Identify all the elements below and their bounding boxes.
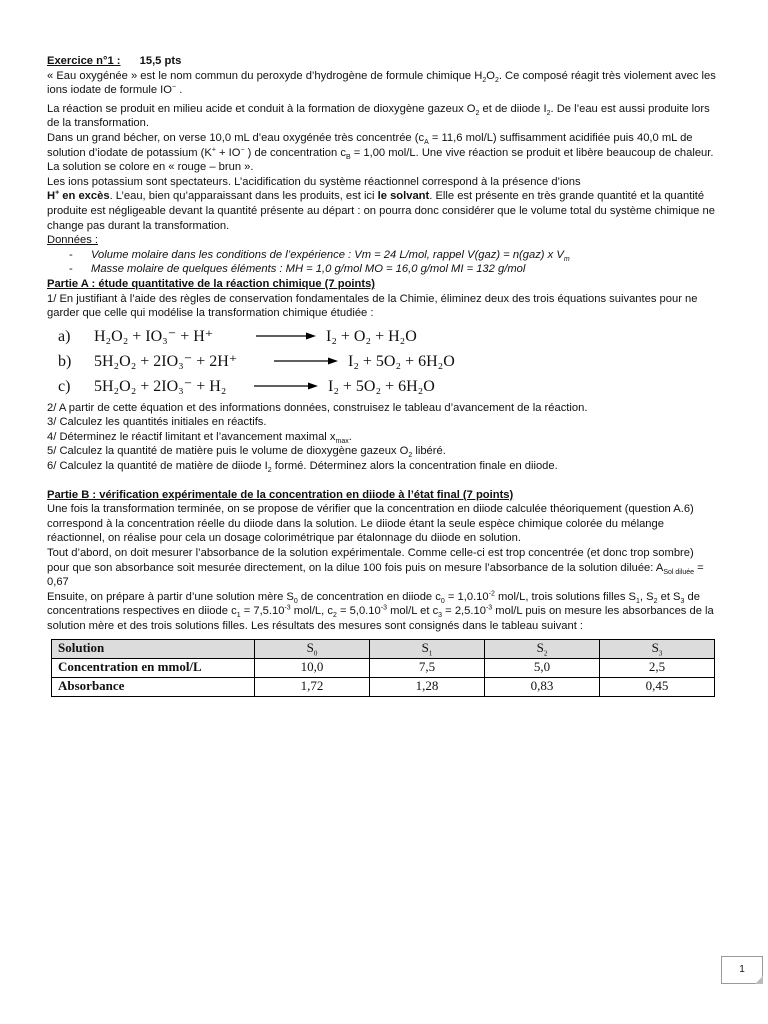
part-b-paragraph-2: Tout d’abord, on doit mesurer l’absorbance de la solution expérimentale. Comme celle-ci est trop concentrée (et donc trop sombre) pour que son absorbance soit mesurée directement, on la dilue 100 fois puis on mesure l’absorbance de la solution diluée: $A_{Sol diluée} = 0,67$ bbox=[47, 547, 704, 589]
page-number: 1 bbox=[721, 956, 763, 984]
reaction-arrow-icon bbox=[254, 381, 318, 391]
table-cell: 0,45 bbox=[600, 677, 715, 696]
exercise-points: 15,5 pts bbox=[139, 55, 182, 67]
equation-b: b) 5H₂O₂ + 2IO₃⁻ + 2H⁺ I₂ + 5O₂ + 6H₂O bbox=[58, 352, 455, 370]
exercise-title-text: Exercice n°1 : bbox=[47, 55, 121, 67]
table-row bbox=[52, 658, 715, 677]
donnees-heading: Données : bbox=[47, 234, 98, 247]
table-row bbox=[52, 677, 715, 696]
table-header-cell: $S_3$ bbox=[600, 639, 715, 658]
table-cell: Absorbance bbox=[52, 677, 255, 696]
question-4: 4/ Déterminez le réactif limitant et l’avancement maximal $x_{max}$. bbox=[47, 430, 352, 446]
table-cell: 10,0 bbox=[255, 658, 370, 677]
question-6: 6/ Calculez la quantité de matière de diiode $I_2$ formé. Déterminez alors la concentration finale en diiode. bbox=[47, 460, 558, 475]
question-3: 3/ Calculez les quantités initiales en réactifs. bbox=[47, 416, 267, 429]
table-cell: 5,0 bbox=[485, 658, 600, 677]
table-header-cell: $S_0$ bbox=[255, 639, 370, 658]
exercise-title bbox=[47, 54, 719, 69]
intro-paragraph-3: Dans un grand bécher, on verse 10,0 mL d’eau oxygénée très concentrée ($c_A = 11,6$ mol/L) suffisamment acidifiée puis 40,0 mL de solution d’iodate de potassium (K+ + IO− ) de concentration $c_B = 1,00$ mol/L. Une vive réaction se produit et libère beaucoup de chaleur. La solution se colore en « rouge – brun ». bbox=[47, 131, 714, 174]
equation-a: a) H₂O₂ + IO₃⁻ + H⁺ I₂ + O₂ + H₂O bbox=[58, 327, 417, 345]
intro-paragraph-2: La réaction se produit en milieu acide et conduit à la formation de dioxygène gazeux $O_2$ et de diiode $I_2$. De l’eau est aussi produite lors de la transformation. bbox=[47, 102, 710, 130]
table-cell: 7,5 bbox=[370, 658, 485, 677]
results-table bbox=[51, 639, 715, 697]
table-cell: 1,72 bbox=[255, 677, 370, 696]
intro-paragraph-1: « Eau oxygénée » est le nom commun du peroxyde d’hydrogène de formule chimique $H_2O_2$. Ce composé réagit très violement avec les ions iodate de formule IO− . bbox=[47, 69, 716, 97]
table-header-cell: Solution bbox=[52, 639, 255, 658]
reaction-arrow-icon bbox=[274, 356, 338, 366]
question-1: 1/ En justifiant à l’aide des règles de conservation fondamentales de la Chimie, éliminez deux des trois équations suivantes pour ne garder que celle qui modélise la transformation chimique étudiée : bbox=[47, 292, 698, 320]
table-cell: Concentration en mmol/L bbox=[52, 658, 255, 677]
table-cell: 2,5 bbox=[600, 658, 715, 677]
table-cell: 0,83 bbox=[485, 677, 600, 696]
list-item: - Volume molaire dans les conditions de l’expérience : Vm = 24 L/mol, rappel V(gaz) = n(gaz) x $V_m$ bbox=[47, 248, 719, 263]
part-b-heading: Partie B : vérification expérimentale de la concentration en diiode à l’état final (7 points) bbox=[47, 488, 514, 501]
list-item: - Masse molaire de quelques éléments : MH = 1,0 g/mol MO = 16,0 g/mol MI = 132 g/mol bbox=[47, 262, 719, 277]
question-2: 2/ A partir de cette équation et des informations données, construisez le tableau d’avancement de la réaction. bbox=[47, 401, 588, 414]
intro-paragraph-5: H+ en excès. L’eau, bien qu’apparaissant dans les produits, est ici le solvant. Elle est présente en très grande quantité et la quantité produite est négligeable devant la quantité présente au départ : on pourra donc considérer que le volume total du système chimique ne change pas durant la transformation. bbox=[47, 189, 715, 232]
exercise-content bbox=[47, 54, 719, 697]
table-header-row bbox=[52, 639, 715, 658]
table-header-cell: $S_1$ bbox=[370, 639, 485, 658]
equation-c: c) 5H₂O₂ + 2IO₃⁻ + H₂ I₂ + 5O₂ + 6H₂O bbox=[58, 377, 435, 395]
table-header-cell: $S_2$ bbox=[485, 639, 600, 658]
reaction-arrow-icon bbox=[256, 331, 316, 341]
donnees-list bbox=[47, 248, 719, 277]
table-cell: 1,28 bbox=[370, 677, 485, 696]
part-b-paragraph-1: Une fois la transformation terminée, on se propose de vérifier que la concentration en diiode calculée théoriquement (question A.6) correspond à la concentration réelle du diiode dans la solution. Le diiode étant la seule espèce chimique colorée du mélange réactionnel, on réalise pour cela un dosage colorimétrique par étalonnage du diiode en solution. bbox=[47, 503, 694, 545]
part-a-heading: Partie A : étude quantitative de la réaction chimique (7 points) bbox=[47, 277, 376, 290]
question-5: 5/ Calculez la quantité de matière puis le volume de dioxygène gazeux $O_2$ libéré. bbox=[47, 445, 446, 460]
part-b-paragraph-3: Ensuite, on prépare à partir d’une solution mère $S_0$ de concentration en diiode $c_0 = 1,0.10^{-2}$ mol/L, trois solutions filles $S_1$, $S_2$ et $S_3$ de concentrations respectives en diiode $c_1 = 7,5.10^{-3}$ mol/L, $c_2 = 5,0.10^{-3}$ mol/L et $c_3 = 2,5.10^{-3}$ mol/L puis on mesure les absorbances de la solution mère et des trois solutions filles. Les résultats des mesures sont consignés dans le tableau suivant : bbox=[47, 590, 714, 632]
intro-paragraph-4: Les ions potassium sont spectateurs. L’acidification du système réactionnel correspond à la présence d’ions bbox=[47, 175, 581, 188]
equations-block bbox=[58, 324, 719, 399]
